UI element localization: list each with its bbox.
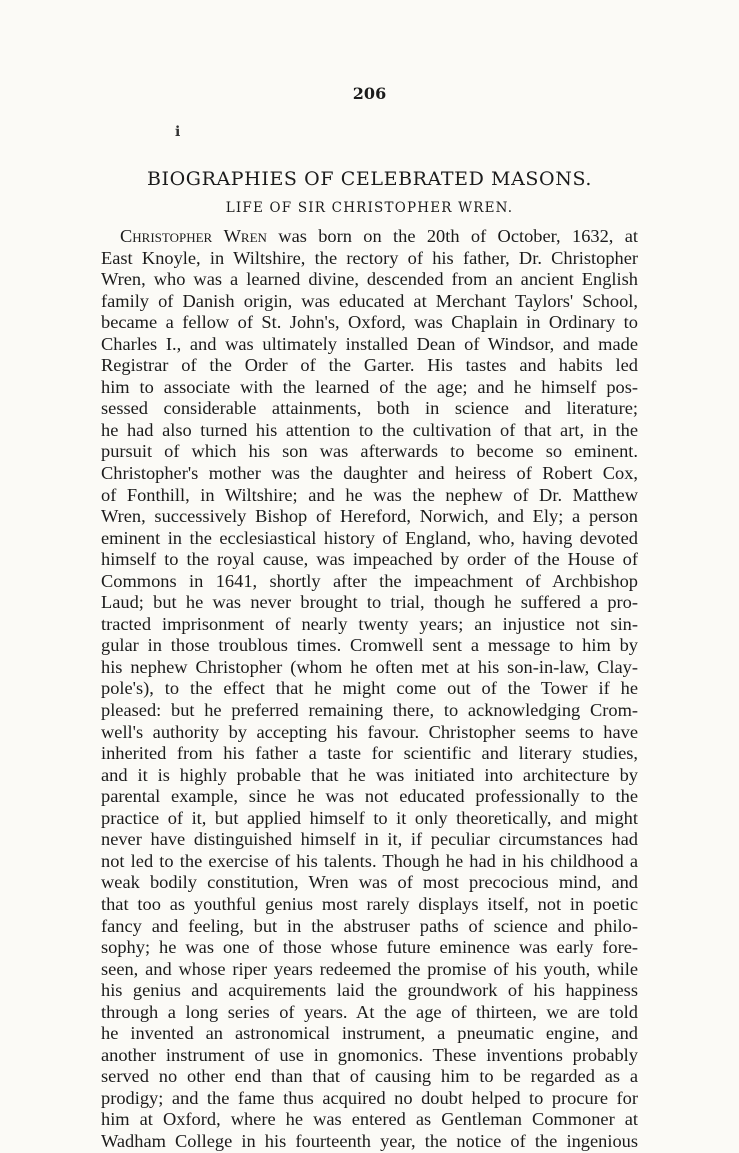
body-line [101,226,638,248]
body-line: practice of it, but applied himself to it only theoretically, and might [101,807,638,828]
body-line: never have distinguished himself in it, if peculiar circumstances had [101,829,638,850]
body-line: seen, and whose riper years redeemed the promise of his youth, while [101,958,638,979]
body-line: became a fellow of St. John's, Oxford, was Chaplain in Ordinary to [101,312,638,333]
article-body [101,226,638,1153]
body-line: through a long series of years. At the age of thirteen, we are told [101,1001,638,1022]
body-line: eminent in the ecclesiastical history of England, who, having devoted [101,527,638,548]
body-line: he had also turned his attention to the cultivation of that art, in the [101,419,638,440]
body-line: he invented an astronomical instrument, a pneumatic engine, and [101,1023,638,1044]
body-line: East Knoyle, in Wiltshire, the rectory of his father, Dr. Christopher [101,247,638,268]
body-line: himself to the royal cause, was impeached by order of the House of [101,549,638,570]
body-line: Wadham College in his fourteenth year, the notice of the ingenious [101,1130,638,1151]
body-line: his nephew Christopher (whom he often met at his son-in-law, Clay- [101,656,638,677]
body-line: and it is highly probable that he was initiated into architecture by [101,764,638,785]
article-title: LIFE OF SIR CHRISTOPHER WREN. [225,200,514,216]
body-line: pursuit of which his son was afterwards to become so eminent. [101,441,638,462]
body-line: Wren, successively Bishop of Hereford, Norwich, and Ely; a person [101,506,638,527]
section-title: BIOGRAPHIES OF CELEBRATED MASONS. [146,168,593,190]
body-line: not led to the exercise of his talents. Though he had in his childhood a [101,850,638,871]
stray-mark: ℹ [175,124,181,140]
body-line: gular in those troublous times. Cromwell sent a message to him by [101,635,638,656]
body-line: Commons in 1641, shortly after the impeachment of Archbishop [101,570,638,591]
body-line: another instrument of use in gnomonics. These inventions probably [101,1044,638,1065]
body-line: his genius and acquirements laid the groundwork of his happiness [101,980,638,1001]
body-line: Registrar of the Order of the Garter. His tastes and habits led [101,355,638,376]
body-line: parental example, since he was not educated professionally to the [101,786,638,807]
first-line-rest: was born on the 20th of October, 1632, at [266,226,638,246]
body-line: Charles I., and was ultimately installed Dean of Windsor, and made [101,333,638,354]
body-line: prodigy; and the fame thus acquired no doubt helped to procure for [101,1087,638,1108]
body-line: him at Oxford, where he was entered as Gentleman Commoner at [101,1109,638,1130]
lead-name-first: Christopher [120,226,213,246]
body-line: tracted imprisonment of nearly twenty years; an injustice not sin- [101,613,638,634]
body-line: pole's), to the effect that he might come out of the Tower if he [101,678,638,699]
body-line: fancy and feeling, but in the abstruser paths of science and philo- [101,915,638,936]
body-line: weak bodily constitution, Wren was of most precocious mind, and [101,872,638,893]
body-line: Christopher's mother was the daughter and heiress of Robert Cox, [101,463,638,484]
body-line: of Fonthill, in Wiltshire; and he was the nephew of Dr. Matthew [101,484,638,505]
body-line: pleased: but he preferred remaining there, to acknowledging Crom- [101,700,638,721]
body-line: Wren, who was a learned divine, descended from an ancient English [101,269,638,290]
body-line: well's authority by accepting his favour. Christopher seems to have [101,721,638,742]
body-line: served no other end than that of causing him to be regarded as a [101,1066,638,1087]
body-line: sophy; he was one of those whose future eminence was early fore- [101,937,638,958]
body-line: inherited from his father a taste for scientific and literary studies, [101,743,638,764]
page-number: 206 [352,84,387,103]
body-line: sessed considerable attainments, both in science and literature; [101,398,638,419]
body-line: Laud; but he was never brought to trial, though he suffered a pro- [101,592,638,613]
body-line: that too as youthful genius most rarely displays itself, not in poetic [101,893,638,914]
lead-name-last: Wren [223,226,267,246]
body-line: him to associate with the learned of the age; and he himself pos- [101,376,638,397]
body-line: family of Danish origin, was educated at Merchant Taylors' School, [101,290,638,311]
